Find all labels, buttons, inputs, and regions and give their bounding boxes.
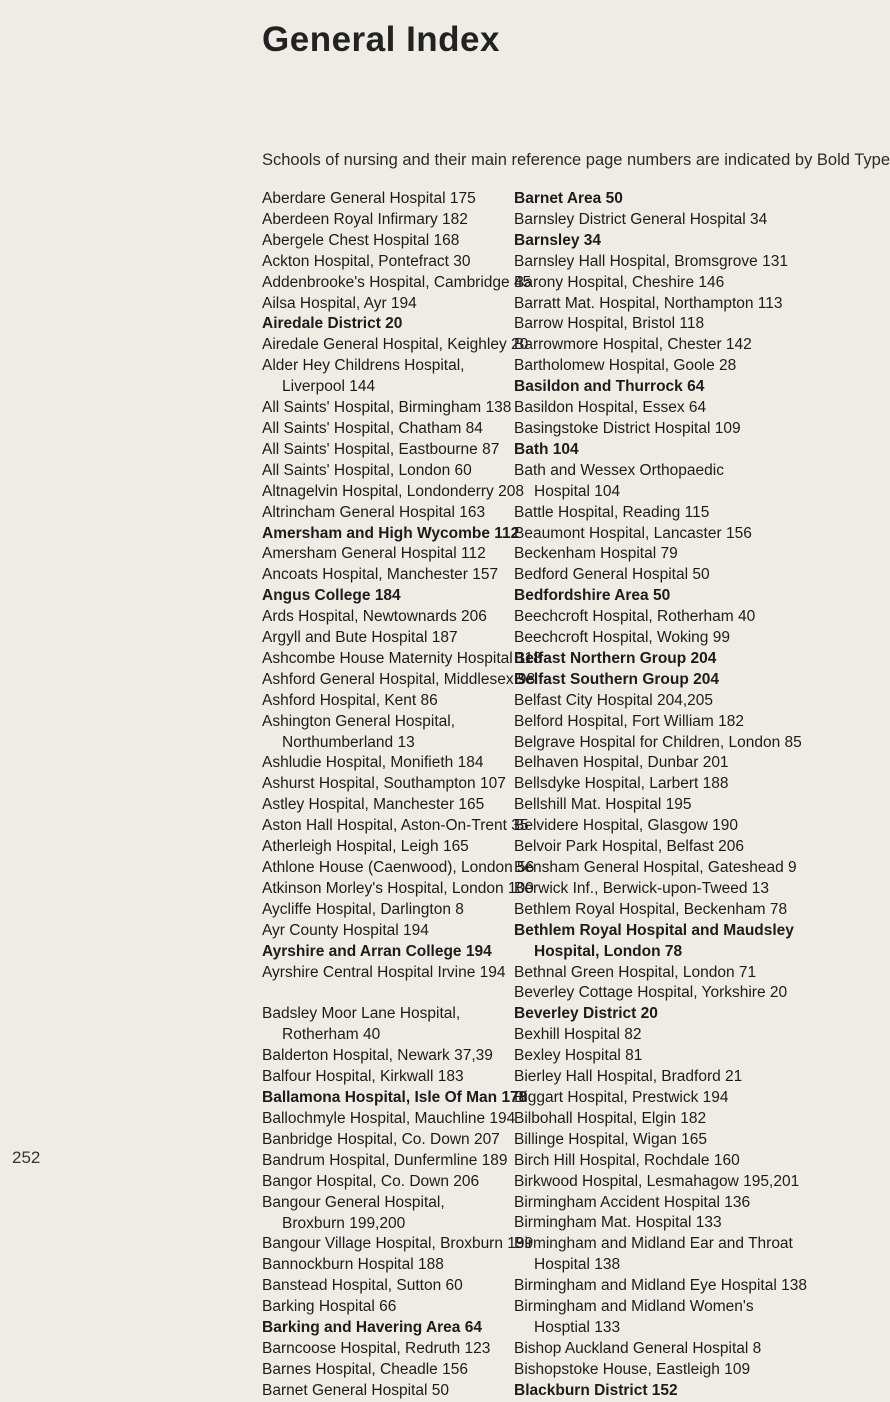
index-entry: Argyll and Bute Hospital 187	[262, 629, 458, 647]
index-column-left	[262, 189, 542, 1402]
index-entry: Bethlem Royal Hospital and Maudsley	[514, 921, 794, 939]
index-entry: Bexley Hospital 81	[514, 1047, 643, 1065]
index-entry: Bishop Auckland General Hospital 8	[514, 1339, 762, 1357]
index-entry: Barnsley Hall Hospital, Bromsgrove 131	[514, 252, 788, 270]
index-entry: Bellshill Mat. Hospital 195	[514, 796, 692, 814]
index-entry: Basildon and Thurrock 64	[514, 378, 705, 396]
index-entry: Barnsley District General Hospital 34	[514, 210, 768, 228]
index-entry: Bierley Hall Hospital, Bradford 21	[514, 1068, 743, 1086]
index-entry: Belvoir Park Hospital, Belfast 206	[514, 838, 745, 856]
index-entry-continuation: Hosptial 133	[534, 1318, 621, 1336]
index-entry: Belhaven Hospital, Dunbar 201	[514, 754, 729, 772]
index-entry: Beverley District 20	[514, 1005, 658, 1023]
index-entry: Birch Hill Hospital, Rochdale 160	[514, 1151, 740, 1169]
index-entry: Basingstoke District Hospital 109	[514, 419, 741, 437]
index-entry: Ackton Hospital, Pontefract 30	[262, 252, 471, 270]
index-entry: Belvidere Hospital, Glasgow 190	[514, 817, 739, 835]
index-entry: Barncoose Hospital, Redruth 123	[262, 1339, 491, 1357]
index-entry: Aycliffe Hospital, Darlington 8	[262, 900, 464, 918]
index-entry: Birmingham Mat. Hospital 133	[514, 1214, 722, 1232]
index-entry: Belfast Southern Group 204	[514, 670, 719, 688]
index-entry: Belgrave Hospital for Children, London 85	[514, 733, 802, 751]
index-entry: Bartholomew Hospital, Goole 28	[514, 357, 737, 375]
index-entry: Amersham and High Wycombe 112	[262, 524, 520, 542]
index-entry: Belfast Northern Group 204	[514, 649, 717, 667]
index-entry: Barking and Havering Area 64	[262, 1319, 482, 1337]
index-entry: Barony Hospital, Cheshire 146	[514, 273, 725, 291]
page-title: General Index	[262, 20, 500, 59]
index-entry: Atkinson Morley's Hospital, London 100	[262, 879, 534, 897]
index-entry: Birmingham and Midland Ear and Throat	[514, 1235, 793, 1253]
index-entry: Amersham General Hospital 112	[262, 545, 486, 563]
index-entry: Balderton Hospital, Newark 37,39	[262, 1047, 493, 1065]
index-entry: Ashurst Hospital, Southampton 107	[262, 775, 506, 793]
index-entry: Barrow Hospital, Bristol 118	[514, 315, 705, 333]
index-entry: Bedfordshire Area 50	[514, 587, 671, 605]
index-entry-continuation: Hospital 138	[534, 1256, 621, 1274]
index-entry: Birmingham and Midland Women's	[514, 1298, 754, 1316]
index-entry: Beaumont Hospital, Lancaster 156	[514, 524, 752, 542]
index-entry: All Saints' Hospital, London 60	[262, 461, 472, 479]
index-column-right	[514, 189, 807, 1402]
index-entry: Bilbohall Hospital, Elgin 182	[514, 1109, 707, 1127]
page-subtitle: Schools of nursing and their main reference page numbers are indicated by Bold Type	[262, 151, 890, 169]
index-entry: Billinge Hospital, Wigan 165	[514, 1130, 707, 1148]
index-entry: Bath and Wessex Orthopaedic	[514, 461, 724, 479]
index-entry: All Saints' Hospital, Eastbourne 87	[262, 440, 500, 458]
index-entry: Banbridge Hospital, Co. Down 207	[262, 1130, 500, 1148]
index-entry: Bethnal Green Hospital, London 71	[514, 963, 757, 981]
index-entry: Aberdare General Hospital 175	[262, 190, 476, 207]
index-entry: Altnagelvin Hospital, Londonderry 208	[262, 482, 524, 500]
index-entry: Banstead Hospital, Sutton 60	[262, 1277, 463, 1295]
index-entry: Ancoats Hospital, Manchester 157	[262, 566, 499, 584]
index-entry: Bangor Hospital, Co. Down 206	[262, 1172, 480, 1190]
index-entry: Aston Hall Hospital, Aston-On-Trent 35	[262, 817, 529, 835]
index-entry: Barking Hospital 66	[262, 1298, 397, 1316]
index-entry-continuation: Liverpool 144	[282, 378, 376, 396]
index-entry: Alder Hey Childrens Hospital,	[262, 357, 465, 375]
index-entry: All Saints' Hospital, Chatham 84	[262, 419, 483, 437]
index-entry: Birkwood Hospital, Lesmahagow 195,201	[514, 1172, 800, 1190]
index-entry: Altrincham General Hospital 163	[262, 503, 486, 521]
index-entry: Bethlem Royal Hospital, Beckenham 78	[514, 900, 788, 918]
index-entry: Barrowmore Hospital, Chester 142	[514, 336, 752, 354]
index-entry: Barnet Area 50	[514, 190, 623, 207]
index-entry: Bannockburn Hospital 188	[262, 1256, 444, 1274]
index-entry: Bath 104	[514, 440, 579, 458]
index-entry: Barnet General Hospital 50	[262, 1381, 449, 1399]
index-entry: Barnes Hospital, Cheadle 156	[262, 1360, 468, 1378]
index-entry: Abergele Chest Hospital 168	[262, 231, 460, 249]
index-entry: Ashludie Hospital, Monifieth 184	[262, 754, 484, 772]
index-entry: Ballochmyle Hospital, Mauchline 194	[262, 1109, 516, 1127]
index-entry: All Saints' Hospital, Birmingham 138	[262, 399, 512, 417]
index-entry: Berwick Inf., Berwick-upon-Tweed 13	[514, 879, 769, 897]
index-entry-continuation: Hospital 104	[534, 482, 621, 500]
index-entry: Bangour General Hospital,	[262, 1193, 445, 1211]
index-entry: Basildon Hospital, Essex 64	[514, 399, 707, 417]
index-entry: Bangour Village Hospital, Broxburn 199	[262, 1235, 534, 1253]
index-entry: Beechcroft Hospital, Woking 99	[514, 629, 730, 647]
index-entry: Belfast City Hospital 204,205	[514, 691, 714, 709]
index-entry: Biggart Hospital, Prestwick 194	[514, 1088, 729, 1106]
index-entry: Atherleigh Hospital, Leigh 165	[262, 838, 469, 856]
index-entry: Ayrshire and Arran College 194	[262, 942, 492, 960]
index-entry: Beverley Cottage Hospital, Yorkshire 20	[514, 984, 788, 1002]
index-entry: Battle Hospital, Reading 115	[514, 503, 710, 521]
index-entry: Addenbrooke's Hospital, Cambridge 45	[262, 273, 532, 291]
index-entry: Barratt Mat. Hospital, Northampton 113	[514, 294, 783, 312]
index-entry: Bandrum Hospital, Dunfermline 189	[262, 1151, 508, 1169]
index-entry: Ailsa Hospital, Ayr 194	[262, 294, 417, 312]
index-entry: Badsley Moor Lane Hospital,	[262, 1005, 461, 1023]
index-entry-continuation: Hospital, London 78	[534, 942, 683, 960]
index-entry: Airedale District 20	[262, 315, 403, 333]
index-entry: Bexhill Hospital 82	[514, 1026, 642, 1044]
index-entry: Blackburn District 152	[514, 1381, 678, 1399]
index-entry: Ashford General Hospital, Middlesex 98	[262, 670, 536, 688]
index-entry: Ashcombe House Maternity Hospital 118	[262, 649, 542, 667]
index-entry: Birmingham Accident Hospital 136	[514, 1193, 751, 1211]
index-entry: Bellsdyke Hospital, Larbert 188	[514, 775, 729, 793]
index-entry: Beechcroft Hospital, Rotherham 40	[514, 608, 756, 626]
index-entry: Barnsley 34	[514, 231, 602, 249]
index-entry: Ashford Hospital, Kent 86	[262, 691, 438, 709]
index-entry: Bensham General Hospital, Gateshead 9	[514, 859, 797, 876]
index-entry: Beckenham Hospital 79	[514, 545, 678, 563]
index-entry: Athlone House (Caenwood), London 56	[262, 859, 535, 876]
index-entry: Ards Hospital, Newtownards 206	[262, 608, 487, 626]
index-entry: Astley Hospital, Manchester 165	[262, 796, 485, 814]
index-entry: Belford Hospital, Fort William 182	[514, 712, 744, 730]
index-gap	[262, 983, 522, 1004]
index-entry: Balfour Hospital, Kirkwall 183	[262, 1068, 464, 1086]
index-entry: Airedale General Hospital, Keighley 20	[262, 336, 529, 354]
index-entry-continuation: Rotherham 40	[282, 1026, 381, 1044]
index-entry: Aberdeen Royal Infirmary 182	[262, 210, 468, 228]
index-entry: Ayr County Hospital 194	[262, 921, 429, 939]
index-entry: Ayrshire Central Hospital Irvine 194	[262, 963, 506, 981]
index-entry: Birmingham and Midland Eye Hospital 138	[514, 1277, 807, 1295]
page-number: 252	[12, 1148, 41, 1167]
index-entry: Bedford General Hospital 50	[514, 566, 710, 584]
index-entry-continuation: Northumberland 13	[282, 733, 415, 751]
index-entry: Ballamona Hospital, Isle Of Man 178	[262, 1089, 528, 1107]
index-entry: Ashington General Hospital,	[262, 712, 456, 730]
index-entry: Angus College 184	[262, 587, 401, 605]
index-entry-continuation: Broxburn 199,200	[282, 1214, 406, 1232]
index-entry: Bishopstoke House, Eastleigh 109	[514, 1360, 751, 1378]
